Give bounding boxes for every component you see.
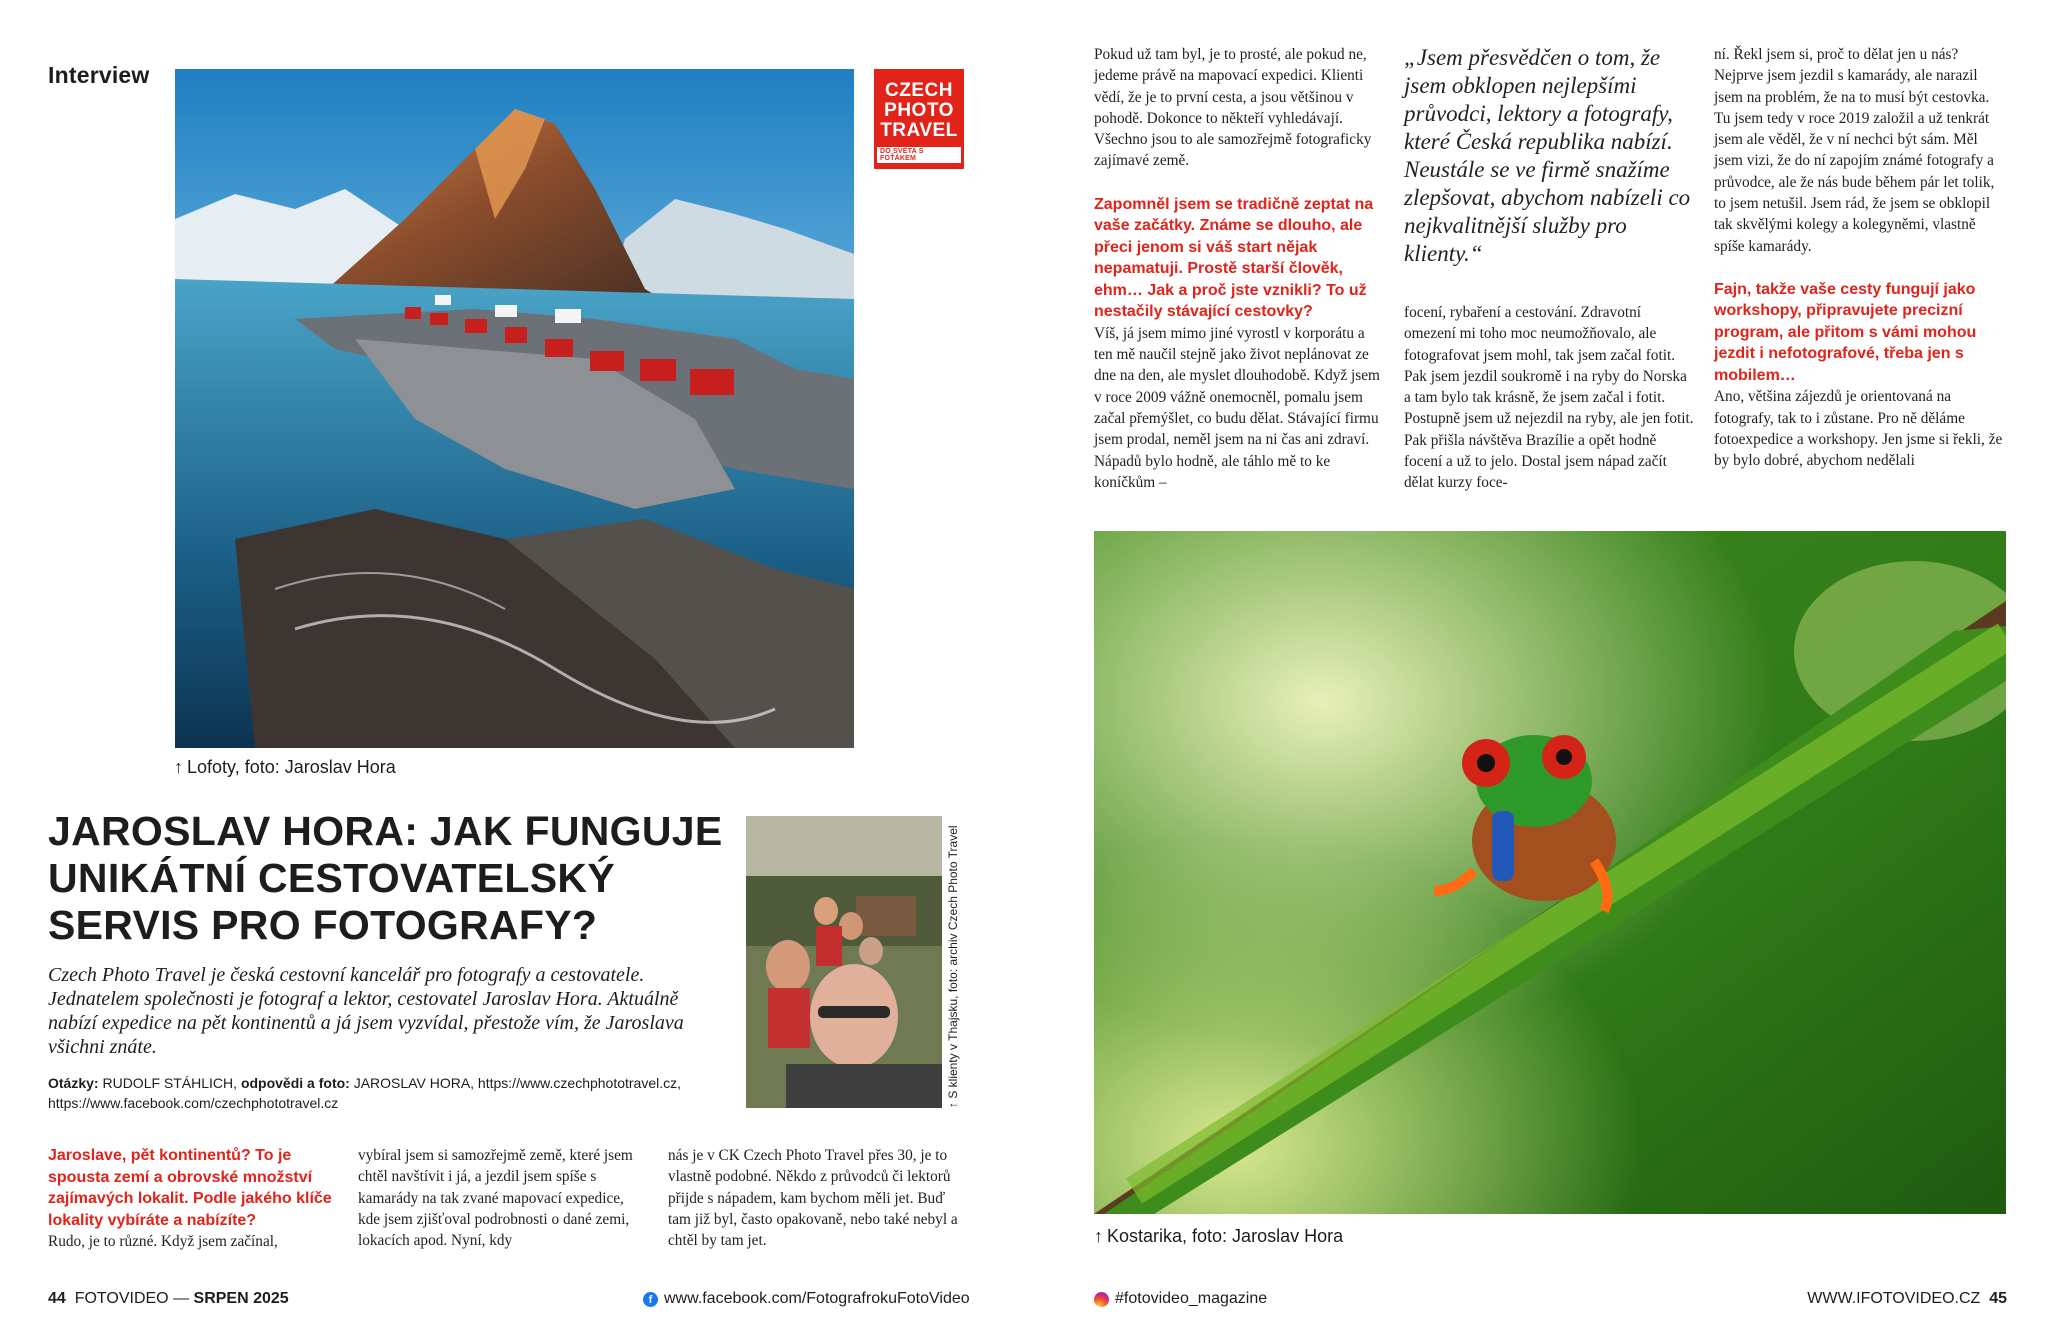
logo-text: CZECH PHOTO TRAVEL: [880, 80, 958, 141]
caption-text: Kostarika, foto: Jaroslav Hora: [1107, 1226, 1344, 1246]
interview-answer: Rudo, je to různé. Když jsem začínal,: [48, 1233, 278, 1250]
frog-caption: [1094, 1226, 1343, 1247]
footer-facebook[interactable]: [643, 1290, 970, 1308]
article-credits: [48, 1073, 738, 1113]
article-headline: JAROSLAV HORA: JAK FUNGUJE UNIKÁTNÍ CESTOVATELSKÝ SERVIS PRO FOTOGRAFY?: [48, 808, 723, 948]
footer-separator: —: [173, 1290, 190, 1307]
up-arrow-icon: ↑: [1094, 1226, 1103, 1246]
magazine-name: FOTOVIDEO: [74, 1290, 169, 1307]
lofoten-caption: [174, 757, 396, 778]
czech-photo-travel-logo: [874, 69, 964, 169]
page-number-left: 44: [48, 1290, 66, 1307]
selfie-photo: [746, 816, 942, 1108]
pull-quote: „Jsem přesvědčen o tom, že jsem obklopen nejlepšími průvodci, lektory a fotografy, které Česká republika nabízí. Neustále se ve firmě snažíme zlepšovat, abychom nabízeli co nejkvalitnější služby pro klienty.“: [1404, 45, 1691, 266]
instagram-handle[interactable]: #fotovideo_magazine: [1115, 1290, 1268, 1307]
instagram-icon: [1094, 1292, 1109, 1307]
up-arrow-icon: ↑: [174, 757, 183, 777]
logo-tagline: DO SVĚTA S FOŤÁKEM: [877, 147, 961, 163]
left-column-2: [358, 1145, 648, 1251]
facebook-icon: f: [643, 1292, 658, 1307]
footer-right: [1807, 1290, 2007, 1308]
interview-answer: Víš, já jsem mimo jiné vyrostl v korporátu a ten mě naučil stejně jako život neplánovat ze dne na den, ale myslet dlouhodobě. Když jsem v roce 2009 vážně onemocněl, pomalu jsem začal přemýšlet, co budu dělat. Stávající firmu jsem prodal, neměl jsem na ni čas ani zdraví. Nápadů bylo hodně, ale táhlo mě to ke koníčkům –: [1094, 324, 1380, 491]
interview-answer: Pokud už tam byl, je to prosté, ale pokud ne, jedeme právě na mapovací expedici. Klienti vědí, že je to první cesta, a jsou většinou v pohodě. Dokonce to někteří vyhledávají. Všechno jsou to ale samozřejmě fotograficky zajímavé země.: [1094, 46, 1372, 170]
answers-label: odpovědi a foto:: [240, 1075, 350, 1091]
interview-question: Fajn, takže vaše cesty fungují jako workshopy, připravujete precizní program, ale přitom s vámi mohou jezdit i nefotografové, třeba jen s mobilem…: [1714, 280, 1977, 384]
lofoten-photo: [175, 69, 854, 748]
interview-question: Jaroslave, pět kontinentů? To je spousta zemí a obrovské množství zajímavých lokalit. Podle jakého klíče lokality vybíráte a nabízíte?: [48, 1147, 332, 1229]
interview-question: Zapomněl jsem se tradičně zeptat na vaše začátky. Známe se dlouho, ale přeci jenom si váš start nějak nepamatuji. Prostě starší člověk, ehm… Jak a proč jste vznikli? To už nestačily stávající cestovky?: [1094, 195, 1374, 321]
caption-text: Lofoty, foto: Jaroslav Hora: [187, 757, 396, 777]
facebook-link[interactable]: www.facebook.com/FotografrokuFotoVideo: [664, 1290, 970, 1307]
interview-answer: Ano, většina zájezdů je orientovaná na fotografy, tak to i zůstane. Pro ně děláme fotoexpedice a workshopy. Jen jsme si řekli, že by bylo dobré, abychom nedělali: [1714, 388, 2003, 470]
questions-author: RUDOLF STÁHLICH,: [98, 1075, 241, 1091]
issue-date: SRPEN 2025: [193, 1290, 289, 1307]
interview-answer: vybíral jsem si samozřejmě země, které jsem chtěl navštívit i já, a jezdil jsem spíše s kamarády na tak zvané mapovací expedice, kde jsem zjišťoval podrobnosti o dané zemi, lokacích apod. Nyní, kdy: [358, 1147, 633, 1250]
interview-answer: nás je v CK Czech Photo Travel přes 30, je to vlastně podobné. Někdo z průvodců či lektorů přijde s nápadem, kam bychom měli jet. Buď tam již byl, často opakovaně, nebo také nebyl a chtěl by tam jet.: [668, 1147, 958, 1250]
interview-answer: focení, rybaření a cestování. Zdravotní omezení mi toho moc neumožňovalo, ale fotografovat jsem mohl, tak jsem začal fotit. Pak jsem jezdil soukromě i na ryby do Norska a tam bylo tak krásně, že jsem začal i fotit. Postupně jsem už nejezdil na ryby, ale jen fotit. Pak přišla návštěva Brazílie a opět hodně focení a už to jelo. Dostal jsem nápad začít dělat kurzy foce-: [1404, 304, 1694, 492]
right-column-2: [1404, 302, 1696, 494]
section-label: Interview: [48, 62, 150, 88]
website-link[interactable]: WWW.IFOTOVIDEO.CZ: [1807, 1290, 1981, 1307]
left-column-1: [48, 1145, 338, 1252]
footer-left: [48, 1290, 289, 1308]
questions-label: Otázky:: [48, 1075, 99, 1091]
right-column-3: [1714, 44, 2004, 472]
answers-author-links: JAROSLAV HORA, https://www.czechphototravel.cz, https://www.facebook.com/czechphototravel.cz: [48, 1075, 682, 1111]
page-number-right: 45: [1989, 1290, 2007, 1307]
interview-answer: ní. Řekl jsem si, proč to dělat jen u nás? Nejprve jsem jezdil s kamarády, ale narazil jsem na problém, že na to musí být cestovka. Tu jsem tedy v roce 2019 založil a už tenkrát jsem ale věděl, že v ní nechci být sám. Měl jsem vizi, že do ní zapojím známé fotografy a průvodce, ale že nás bude během pár let tolik, to jsem netušil. Jsem rád, že jsem se obklopil tak skvělými kolegy a kolegyněmi, vlastně spíše kamarády.: [1714, 46, 1995, 255]
article-lead: Czech Photo Travel je česká cestovní kancelář pro fotografy a cestovatele. Jednatelem společnosti je fotograf a lektor, cestovatel Jaroslav Hora. Aktuálně nabízí expedice na pět kontinentů a já jsem vyzvídal, přestože vím, že Jaroslava všichni znáte.: [48, 964, 684, 1058]
left-column-3: [668, 1145, 958, 1251]
footer-instagram[interactable]: [1094, 1290, 1267, 1308]
right-column-1: [1094, 44, 1386, 493]
selfie-photo-credit: ↑ S klienty v Thajsku, foto: archiv Czech Photo Travel: [946, 825, 960, 1108]
frog-photo: [1094, 531, 2006, 1214]
